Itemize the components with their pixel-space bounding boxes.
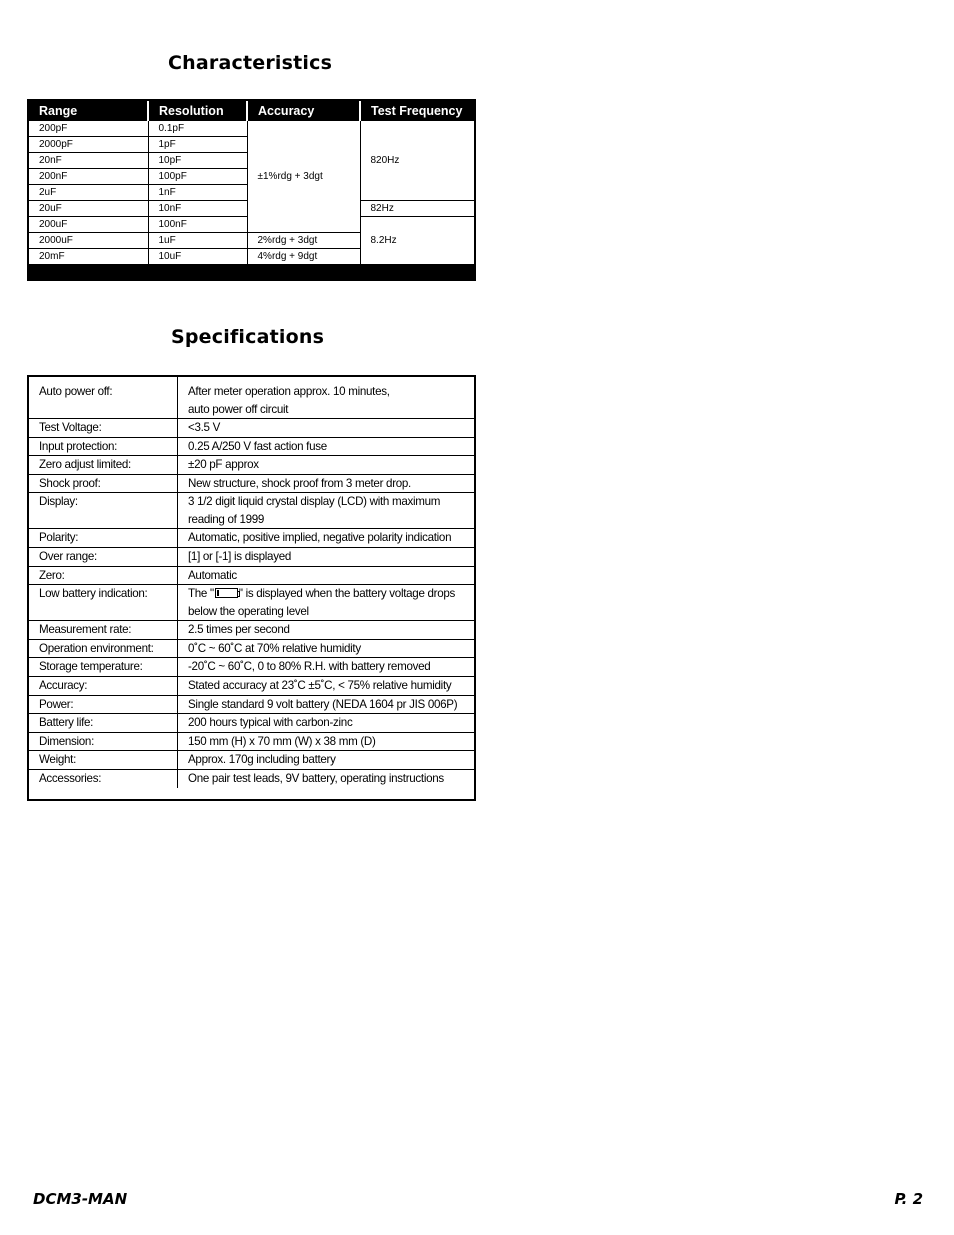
table-row: [29, 639, 474, 658]
header-range: Range: [29, 101, 148, 121]
characteristics-table: [27, 99, 476, 281]
spec-label: Operation environment:: [29, 639, 178, 658]
spec-label: Display:: [29, 493, 178, 529]
table-row: [29, 121, 474, 137]
spec-value-line: The ": [188, 587, 214, 601]
range-cell: 20nF: [29, 153, 148, 169]
table-row: [29, 419, 474, 438]
specifications-table: [27, 375, 476, 801]
spec-value-line: auto power off circuit: [188, 402, 289, 416]
spec-label: Measurement rate:: [29, 621, 178, 640]
spec-value: Single standard 9 volt battery (NEDA 1604 pr JIS 006P): [178, 695, 475, 714]
resolution-cell: 1nF: [148, 185, 247, 201]
table-row: [29, 474, 474, 493]
battery-icon: [215, 588, 238, 598]
spec-value: <3.5 V: [178, 419, 475, 438]
spec-label: Polarity:: [29, 529, 178, 548]
spec-value: One pair test leads, 9V battery, operating instructions: [188, 771, 444, 785]
resolution-cell: 10nF: [148, 201, 247, 217]
spec-value-line: 3 1/2 digit liquid crystal display (LCD) with maximum: [188, 495, 441, 509]
spec-value: 150 mm (H) x 70 mm (W) x 38 mm (D): [178, 732, 475, 751]
table-row: [29, 493, 474, 529]
spec-value: 200 hours typical with carbon-zinc: [178, 714, 475, 733]
spec-value: New structure, shock proof from 3 meter drop.: [178, 474, 475, 493]
spec-label: Battery life:: [29, 714, 178, 733]
table-row: [29, 732, 474, 751]
spec-value-line: " is displayed when the battery voltage drops: [238, 587, 456, 601]
spec-label: Auto power off:: [29, 377, 178, 419]
accuracy-cell: 2%rdg + 3dgt: [247, 233, 360, 249]
spec-label: Test Voltage:: [29, 419, 178, 438]
document-id: DCM3-MAN: [33, 1190, 128, 1208]
resolution-cell: 10pF: [148, 153, 247, 169]
table-row: [29, 547, 474, 566]
table-row: [29, 714, 474, 733]
spec-value: [1] or [-1] is displayed: [178, 547, 475, 566]
table-row: [29, 529, 474, 548]
resolution-cell: 100pF: [148, 169, 247, 185]
table-row: [29, 585, 474, 621]
spec-value: 2.5 times per second: [178, 621, 475, 640]
characteristics-heading: Characteristics: [168, 52, 333, 74]
spec-value: [178, 493, 475, 529]
spec-label: Over range:: [29, 547, 178, 566]
spec-label: Storage temperature:: [29, 658, 178, 677]
spec-value: -20˚C ~ 60˚C, 0 to 80% R.H. with battery removed: [178, 658, 475, 677]
table-row: [29, 566, 474, 585]
resolution-cell: 1pF: [148, 137, 247, 153]
page-number: P. 2: [894, 1190, 923, 1208]
frequency-cell: 82Hz: [360, 201, 474, 217]
resolution-cell: 0.1pF: [148, 121, 247, 137]
spec-label: Accessories:: [29, 769, 178, 787]
header-test-frequency: Test Frequency: [360, 101, 474, 121]
spec-value-line: reading of 1999: [188, 512, 265, 526]
range-cell: 20uF: [29, 201, 148, 217]
table-row: [29, 676, 474, 695]
resolution-cell: 10uF: [148, 249, 247, 265]
spec-label: Zero:: [29, 566, 178, 585]
resolution-cell: 1uF: [148, 233, 247, 249]
header-resolution: Resolution: [148, 101, 247, 121]
table-row: [29, 377, 474, 419]
spec-value: Automatic: [178, 566, 475, 585]
range-cell: 20mF: [29, 249, 148, 265]
spec-value: Approx. 170g including battery: [178, 751, 475, 770]
spec-value: ±20 pF approx: [178, 456, 475, 475]
header-accuracy: Accuracy: [247, 101, 360, 121]
spec-label: Accuracy:: [29, 676, 178, 695]
range-cell: 200uF: [29, 217, 148, 233]
range-cell: 2000pF: [29, 137, 148, 153]
spec-value: Stated accuracy at 23˚C ±5˚C, < 75% relative humidity: [178, 676, 475, 695]
spec-value: 0.25 A/250 V fast action fuse: [178, 437, 475, 456]
table-row: [29, 437, 474, 456]
accuracy-cell: ±1%rdg + 3dgt: [247, 121, 360, 233]
spec-value: [178, 585, 475, 621]
frequency-cell: 820Hz: [360, 121, 474, 201]
spec-value-line: After meter operation approx. 10 minutes,: [188, 385, 390, 398]
spec-label: Zero adjust limited:: [29, 456, 178, 475]
table-row: [29, 621, 474, 640]
table-row: [29, 751, 474, 770]
table-row: [29, 456, 474, 475]
spec-label: Dimension:: [29, 732, 178, 751]
spec-value: 0˚C ~ 60˚C at 70% relative humidity: [178, 639, 475, 658]
range-cell: 200nF: [29, 169, 148, 185]
resolution-cell: 100nF: [148, 217, 247, 233]
range-cell: 200pF: [29, 121, 148, 137]
spec-label: Power:: [29, 695, 178, 714]
table-row: [29, 695, 474, 714]
spec-label: Input protection:: [29, 437, 178, 456]
spec-label: Low battery indication:: [29, 585, 178, 621]
spec-value: Automatic, positive implied, negative polarity indication: [178, 529, 475, 548]
table-row: [29, 769, 474, 787]
spec-label: Weight:: [29, 751, 178, 770]
accuracy-cell: 4%rdg + 9dgt: [247, 249, 360, 265]
frequency-cell: 8.2Hz: [360, 217, 474, 265]
range-cell: 2uF: [29, 185, 148, 201]
spec-value: [178, 377, 475, 419]
spec-label: Shock proof:: [29, 474, 178, 493]
range-cell: 2000uF: [29, 233, 148, 249]
specifications-heading: Specifications: [171, 326, 325, 348]
table-row: [29, 658, 474, 677]
spec-value-line: below the operating level: [188, 604, 309, 618]
table-header-row: [29, 101, 474, 121]
